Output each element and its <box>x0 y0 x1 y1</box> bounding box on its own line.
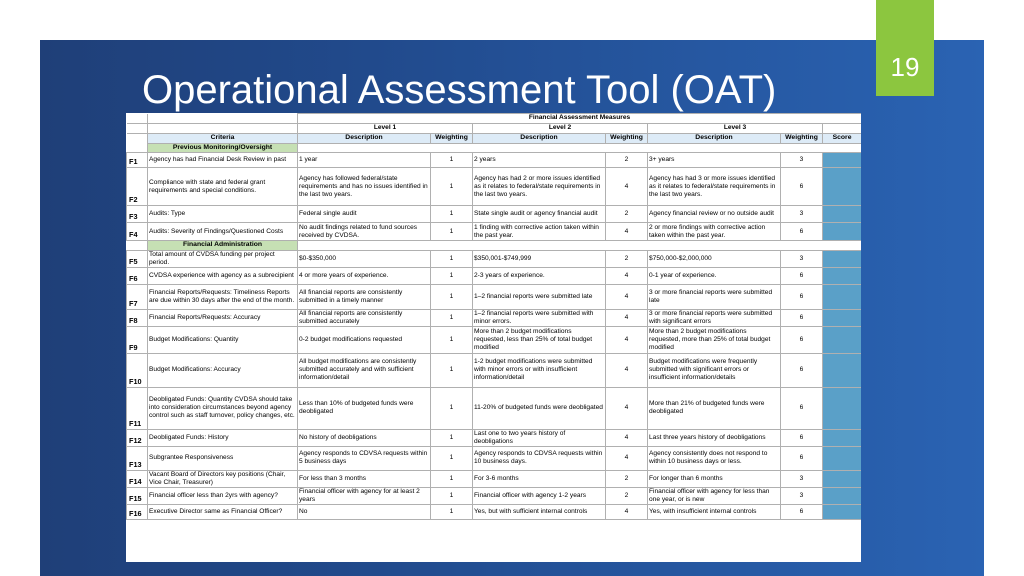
table-row <box>127 353 862 387</box>
level-2-weighting: 4 <box>606 267 648 284</box>
table-row <box>127 250 862 267</box>
level-2-description: 1-2 budget modifications were submitted with minor errors or with insufficient information/detail <box>473 353 606 387</box>
level-3-description: Yes, with insufficient internal controls <box>648 504 781 519</box>
weighting-header: Weighting <box>431 134 473 144</box>
level-3-weighting: 6 <box>781 429 823 446</box>
level-2-description: Agency responds to CDVSA requests within 10 business days. <box>473 446 606 470</box>
description-header: Description <box>648 134 781 144</box>
level-1-weighting: 1 <box>431 470 473 487</box>
score-cell <box>823 250 862 267</box>
criteria-cell: Audits: Severity of Findings/Questioned Costs <box>148 223 298 241</box>
level-3-weighting: 6 <box>781 387 823 429</box>
level-1-weighting: 1 <box>431 429 473 446</box>
level-2-description: 11-20% of budgeted funds were deobligated <box>473 387 606 429</box>
description-header: Description <box>298 134 431 144</box>
level-2-description: $350,001-$749,999 <box>473 250 606 267</box>
criteria-cell: Budget Modifications: Accuracy <box>148 353 298 387</box>
row-id: F2 <box>127 168 148 206</box>
level-3-weighting: 3 <box>781 153 823 168</box>
level-2-weighting: 4 <box>606 446 648 470</box>
level-1-description: No history of deobligations <box>298 429 431 446</box>
level-3-weighting: 6 <box>781 353 823 387</box>
table-row <box>127 153 862 168</box>
level-1-weighting: 1 <box>431 206 473 223</box>
row-id: F9 <box>127 326 148 353</box>
level-2-description: For 3-6 months <box>473 470 606 487</box>
level-2-weighting: 4 <box>606 223 648 241</box>
criteria-cell: Audits: Type <box>148 206 298 223</box>
level-1-weighting: 1 <box>431 504 473 519</box>
row-id: F8 <box>127 309 148 326</box>
level-2-description: Yes, but with sufficient internal controls <box>473 504 606 519</box>
level-1-description: No audit findings related to fund sources received by CVDSA. <box>298 223 431 241</box>
level-3-description: 3+ years <box>648 153 781 168</box>
criteria-cell: Subgrantee Responsiveness <box>148 446 298 470</box>
level-3-weighting: 3 <box>781 470 823 487</box>
score-cell <box>823 284 862 309</box>
level-1-weighting: 1 <box>431 446 473 470</box>
table-row <box>127 429 862 446</box>
level-2-description: Last one to two years history of deobligations <box>473 429 606 446</box>
score-cell <box>823 153 862 168</box>
level-3-description: 0-1 year of experience. <box>648 267 781 284</box>
score-cell <box>823 267 862 284</box>
level-3-description: 2 or more findings with corrective action taken within the past year. <box>648 223 781 241</box>
level-3-weighting: 6 <box>781 446 823 470</box>
level-2-weighting: 4 <box>606 353 648 387</box>
level-2-weighting: 2 <box>606 206 648 223</box>
level-2-description: Financial officer with agency 1-2 years <box>473 487 606 504</box>
criteria-cell: Compliance with state and federal grant requirements and special conditions. <box>148 168 298 206</box>
level-3-description: Financial officer with agency for less than one year, or is new <box>648 487 781 504</box>
criteria-cell: Deobligated Funds: Quantity CVDSA should take into consideration circumstances beyond agency control such as staff turnover, policy changes, etc. <box>148 387 298 429</box>
level-3-description: Last three years history of deobligations <box>648 429 781 446</box>
level-3-weighting: 6 <box>781 223 823 241</box>
slide-title: Operational Assessment Tool (OAT) <box>142 68 777 112</box>
level-1-description: All financial reports are consistently submitted accurately <box>298 309 431 326</box>
section-previous-monitoring: Previous Monitoring/Oversight <box>148 144 298 153</box>
level-2-weighting: 2 <box>606 250 648 267</box>
level-1-description: $0-$350,000 <box>298 250 431 267</box>
level-3-weighting: 3 <box>781 206 823 223</box>
level-1-weighting: 1 <box>431 250 473 267</box>
level-1-description: 1 year <box>298 153 431 168</box>
criteria-cell: CVDSA experience with agency as a subrecipient <box>148 267 298 284</box>
level-3-weighting: 6 <box>781 284 823 309</box>
row-id: F1 <box>127 153 148 168</box>
level-1-weighting: 1 <box>431 267 473 284</box>
criteria-cell: Financial officer less than 2yrs with agency? <box>148 487 298 504</box>
table-row <box>127 168 862 206</box>
level-3-description: Budget modifications were frequently submitted with significant errors or insufficient information/details <box>648 353 781 387</box>
table-row <box>127 309 862 326</box>
description-header: Description <box>473 134 606 144</box>
level-1-description: All budget modifications are consistently submitted accurately and with sufficient information/detail <box>298 353 431 387</box>
level-3-header: Level 3 <box>648 124 823 134</box>
level-3-description: More than 21% of budgeted funds were deobligated <box>648 387 781 429</box>
page-number: 19 <box>890 52 920 82</box>
level-2-weighting: 4 <box>606 309 648 326</box>
corner-cell <box>127 114 148 124</box>
row-id: F13 <box>127 446 148 470</box>
level-2-weighting: 4 <box>606 387 648 429</box>
criteria-cell: Total amount of CVDSA funding per project period. <box>148 250 298 267</box>
level-1-weighting: 1 <box>431 353 473 387</box>
table-row <box>127 267 862 284</box>
level-3-description: Agency has had 3 or more issues identified as it relates to federal/state requirements in the last two years. <box>648 168 781 206</box>
score-cell <box>823 326 862 353</box>
level-1-weighting: 1 <box>431 487 473 504</box>
level-3-weighting: 3 <box>781 250 823 267</box>
criteria-cell: Financial Reports/Requests: Accuracy <box>148 309 298 326</box>
row-id: F7 <box>127 284 148 309</box>
table-row <box>127 326 862 353</box>
level-1-description: 0-2 budget modifications requested <box>298 326 431 353</box>
table-row <box>127 387 862 429</box>
row-id: F5 <box>127 250 148 267</box>
level-3-weighting: 6 <box>781 326 823 353</box>
weighting-header: Weighting <box>606 134 648 144</box>
level-1-description: Less than 10% of budgeted funds were deobligated <box>298 387 431 429</box>
level-2-weighting: 4 <box>606 326 648 353</box>
level-1-weighting: 1 <box>431 309 473 326</box>
level-2-description: 1–2 financial reports were submitted with minor errors. <box>473 309 606 326</box>
assessment-table-image <box>126 113 861 562</box>
level-3-weighting: 6 <box>781 168 823 206</box>
table-row <box>127 206 862 223</box>
level-2-header: Level 2 <box>473 124 648 134</box>
score-cell <box>823 387 862 429</box>
level-2-description: Agency has had 2 or more issues identified as it relates to federal/state requirements in the last two years. <box>473 168 606 206</box>
level-1-weighting: 1 <box>431 223 473 241</box>
level-2-weighting: 2 <box>606 153 648 168</box>
level-1-description: No <box>298 504 431 519</box>
section-financial-administration: Financial Administration <box>148 241 298 250</box>
financial-assessment-table <box>126 113 861 520</box>
level-2-description: More than 2 budget modifications requested, less than 25% of total budget modified <box>473 326 606 353</box>
criteria-cell: Executive Director same as Financial Officer? <box>148 504 298 519</box>
level-3-weighting: 6 <box>781 267 823 284</box>
table-row <box>127 487 862 504</box>
score-cell <box>823 446 862 470</box>
row-id: F16 <box>127 504 148 519</box>
level-1-weighting: 1 <box>431 387 473 429</box>
table-row <box>127 504 862 519</box>
score-cell <box>823 168 862 206</box>
criteria-cell: Deobligated Funds: History <box>148 429 298 446</box>
level-2-description: 1 finding with corrective action taken within the past year. <box>473 223 606 241</box>
level-2-description: 2-3 years of experience. <box>473 267 606 284</box>
level-3-description: Agency consistently does not respond to within 10 business days or less. <box>648 446 781 470</box>
weighting-header: Weighting <box>781 134 823 144</box>
score-header: Score <box>823 134 862 144</box>
table-title: Financial Assessment Measures <box>298 114 862 124</box>
row-id: F6 <box>127 267 148 284</box>
table-row <box>127 223 862 241</box>
row-id: F15 <box>127 487 148 504</box>
table-row <box>127 446 862 470</box>
level-1-description: Financial officer with agency for at least 2 years <box>298 487 431 504</box>
score-cell <box>823 206 862 223</box>
criteria-cell: Agency has had Financial Desk Review in past <box>148 153 298 168</box>
table-row <box>127 470 862 487</box>
criteria-cell: Vacant Board of Directors key positions (Chair, Vice Chair, Treasurer) <box>148 470 298 487</box>
criteria-header: Criteria <box>148 134 298 144</box>
level-3-description: For longer than 6 months <box>648 470 781 487</box>
level-2-weighting: 4 <box>606 504 648 519</box>
score-cell <box>823 223 862 241</box>
level-2-description: 2 years <box>473 153 606 168</box>
criteria-cell: Financial Reports/Requests: Timeliness Reports are due within 30 days after the end of the month. <box>148 284 298 309</box>
level-1-description: For less than 3 months <box>298 470 431 487</box>
level-2-weighting: 4 <box>606 168 648 206</box>
level-2-weighting: 4 <box>606 284 648 309</box>
level-3-description: Agency financial review or no outside audit <box>648 206 781 223</box>
level-1-description: Agency has followed federal/state requirements and has no issues identified in the last two years. <box>298 168 431 206</box>
level-1-description: All financial reports are consistently submitted in a timely manner <box>298 284 431 309</box>
level-3-description: $750,000-$2,000,000 <box>648 250 781 267</box>
level-2-description: 1–2 financial reports were submitted late <box>473 284 606 309</box>
row-id: F3 <box>127 206 148 223</box>
level-1-description: Federal single audit <box>298 206 431 223</box>
row-id: F10 <box>127 353 148 387</box>
level-3-description: More than 2 budget modifications requested, more than 25% of total budget modified <box>648 326 781 353</box>
score-cell <box>823 504 862 519</box>
score-cell <box>823 470 862 487</box>
level-2-weighting: 2 <box>606 487 648 504</box>
row-id: F12 <box>127 429 148 446</box>
row-id: F11 <box>127 387 148 429</box>
criteria-cell: Budget Modifications: Quantity <box>148 326 298 353</box>
level-1-weighting: 1 <box>431 284 473 309</box>
score-cell <box>823 487 862 504</box>
level-1-description: 4 or more years of experience. <box>298 267 431 284</box>
level-1-weighting: 1 <box>431 326 473 353</box>
row-id: F4 <box>127 223 148 241</box>
level-3-description: 3 or more financial reports were submitted late <box>648 284 781 309</box>
score-cell <box>823 309 862 326</box>
score-cell <box>823 353 862 387</box>
score-cell <box>823 429 862 446</box>
level-3-weighting: 3 <box>781 487 823 504</box>
table-row <box>127 284 862 309</box>
level-3-weighting: 6 <box>781 309 823 326</box>
row-id: F14 <box>127 470 148 487</box>
level-1-weighting: 1 <box>431 168 473 206</box>
level-2-weighting: 4 <box>606 429 648 446</box>
level-3-weighting: 6 <box>781 504 823 519</box>
level-2-description: State single audit or agency financial audit <box>473 206 606 223</box>
level-2-weighting: 2 <box>606 470 648 487</box>
level-3-description: 3 or more financial reports were submitted with significant errors <box>648 309 781 326</box>
level-1-weighting: 1 <box>431 153 473 168</box>
level-1-description: Agency responds to CDVSA requests within 5 business days <box>298 446 431 470</box>
level-1-header: Level 1 <box>298 124 473 134</box>
